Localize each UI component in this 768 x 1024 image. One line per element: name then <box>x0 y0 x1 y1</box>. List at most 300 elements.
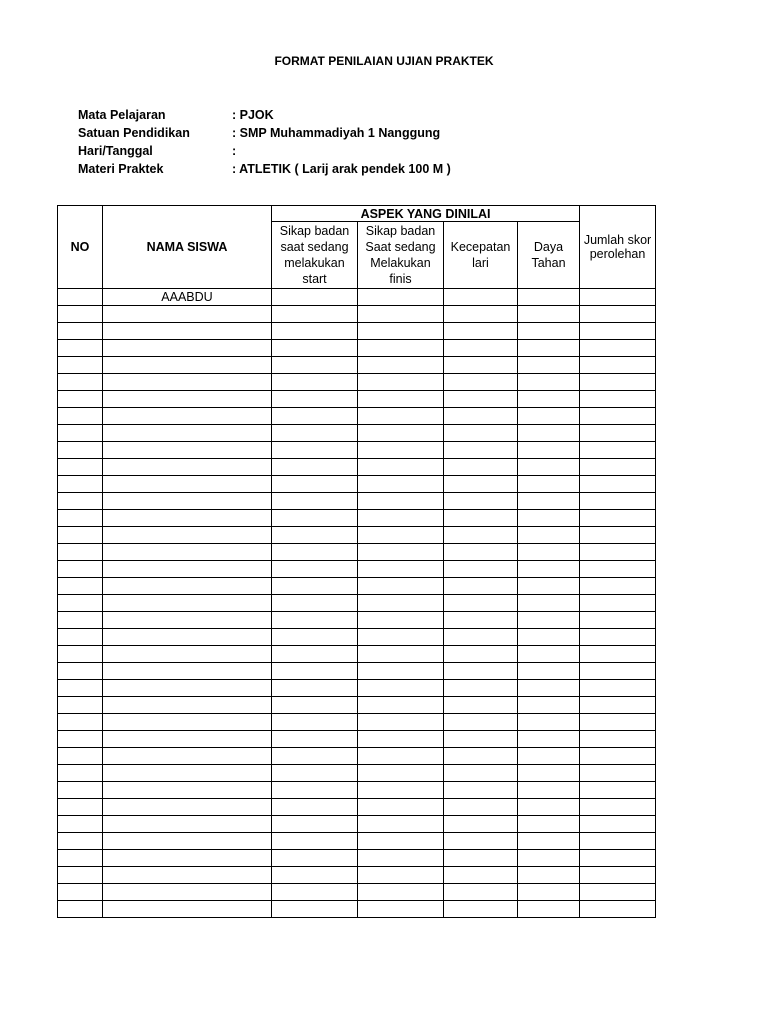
cell-total-score[interactable] <box>580 748 656 765</box>
cell-score-endurance[interactable] <box>518 306 580 323</box>
cell-score-endurance[interactable] <box>518 323 580 340</box>
cell-score-endurance[interactable] <box>518 391 580 408</box>
cell-score-finish[interactable] <box>358 765 444 782</box>
cell-score-speed[interactable] <box>444 323 518 340</box>
cell-score-speed[interactable] <box>444 306 518 323</box>
cell-score-finish[interactable] <box>358 578 444 595</box>
cell-name[interactable] <box>103 612 272 629</box>
cell-score-start[interactable] <box>272 901 358 918</box>
cell-score-start[interactable] <box>272 459 358 476</box>
cell-score-endurance[interactable] <box>518 612 580 629</box>
cell-total-score[interactable] <box>580 799 656 816</box>
cell-score-endurance[interactable] <box>518 850 580 867</box>
cell-score-speed[interactable] <box>444 663 518 680</box>
cell-name[interactable] <box>103 544 272 561</box>
cell-score-start[interactable] <box>272 544 358 561</box>
cell-score-endurance[interactable] <box>518 714 580 731</box>
cell-score-start[interactable] <box>272 476 358 493</box>
cell-score-speed[interactable] <box>444 799 518 816</box>
cell-no[interactable] <box>58 782 103 799</box>
cell-name[interactable]: AAABDU <box>103 289 272 306</box>
table-row <box>58 510 656 527</box>
cell-score-endurance[interactable] <box>518 765 580 782</box>
header-no: NO <box>58 206 103 289</box>
cell-score-endurance[interactable] <box>518 408 580 425</box>
info-value: : <box>232 144 237 158</box>
cell-score-start[interactable] <box>272 782 358 799</box>
cell-name[interactable] <box>103 714 272 731</box>
cell-score-finish[interactable] <box>358 833 444 850</box>
cell-score-start[interactable] <box>272 612 358 629</box>
cell-score-finish[interactable] <box>358 731 444 748</box>
table-row <box>58 833 656 850</box>
cell-score-finish[interactable] <box>358 901 444 918</box>
cell-no[interactable] <box>58 289 103 306</box>
cell-name[interactable] <box>103 527 272 544</box>
cell-no[interactable] <box>58 374 103 391</box>
cell-total-score[interactable] <box>580 901 656 918</box>
cell-score-start[interactable] <box>272 493 358 510</box>
cell-score-speed[interactable] <box>444 612 518 629</box>
cell-total-score[interactable] <box>580 306 656 323</box>
cell-score-speed[interactable] <box>444 646 518 663</box>
table-row <box>58 459 656 476</box>
cell-score-speed[interactable] <box>444 391 518 408</box>
cell-score-start[interactable] <box>272 833 358 850</box>
cell-score-speed[interactable] <box>444 629 518 646</box>
cell-score-endurance[interactable] <box>518 680 580 697</box>
cell-no[interactable] <box>58 578 103 595</box>
cell-score-finish[interactable] <box>358 391 444 408</box>
cell-score-endurance[interactable] <box>518 578 580 595</box>
cell-score-start[interactable] <box>272 850 358 867</box>
cell-name[interactable] <box>103 850 272 867</box>
cell-score-finish[interactable] <box>358 799 444 816</box>
cell-name[interactable] <box>103 595 272 612</box>
cell-score-finish[interactable] <box>358 663 444 680</box>
cell-total-score[interactable] <box>580 527 656 544</box>
cell-score-endurance[interactable] <box>518 493 580 510</box>
cell-score-start[interactable] <box>272 425 358 442</box>
cell-score-endurance[interactable] <box>518 782 580 799</box>
cell-name[interactable] <box>103 697 272 714</box>
cell-total-score[interactable] <box>580 629 656 646</box>
cell-no[interactable] <box>58 357 103 374</box>
cell-total-score[interactable] <box>580 595 656 612</box>
cell-score-speed[interactable] <box>444 748 518 765</box>
cell-name[interactable] <box>103 867 272 884</box>
cell-score-start[interactable] <box>272 765 358 782</box>
cell-total-score[interactable] <box>580 884 656 901</box>
table-body <box>58 289 656 918</box>
cell-total-score[interactable] <box>580 561 656 578</box>
cell-no[interactable] <box>58 731 103 748</box>
cell-score-endurance[interactable] <box>518 901 580 918</box>
cell-no[interactable] <box>58 340 103 357</box>
table-row <box>58 782 656 799</box>
cell-no[interactable] <box>58 527 103 544</box>
cell-score-endurance[interactable] <box>518 425 580 442</box>
cell-score-start[interactable] <box>272 510 358 527</box>
cell-score-speed[interactable] <box>444 816 518 833</box>
cell-total-score[interactable] <box>580 714 656 731</box>
cell-score-endurance[interactable] <box>518 442 580 459</box>
cell-score-endurance[interactable] <box>518 816 580 833</box>
cell-score-speed[interactable] <box>444 374 518 391</box>
header-total-score: Jumlah skor perolehan <box>580 206 656 289</box>
cell-score-speed[interactable] <box>444 493 518 510</box>
info-label: Hari/Tanggal <box>78 144 153 158</box>
info-label: Mata Pelajaran <box>78 108 166 122</box>
cell-total-score[interactable] <box>580 442 656 459</box>
table-row <box>58 612 656 629</box>
cell-score-speed[interactable] <box>444 510 518 527</box>
cell-score-endurance[interactable] <box>518 527 580 544</box>
cell-score-start[interactable] <box>272 884 358 901</box>
cell-score-endurance[interactable] <box>518 833 580 850</box>
cell-score-finish[interactable] <box>358 850 444 867</box>
cell-name[interactable] <box>103 748 272 765</box>
cell-total-score[interactable] <box>580 425 656 442</box>
cell-score-start[interactable] <box>272 697 358 714</box>
cell-score-speed[interactable] <box>444 527 518 544</box>
cell-score-endurance[interactable] <box>518 374 580 391</box>
cell-score-endurance[interactable] <box>518 867 580 884</box>
cell-score-start[interactable] <box>272 323 358 340</box>
cell-name[interactable] <box>103 340 272 357</box>
cell-score-start[interactable] <box>272 357 358 374</box>
cell-name[interactable] <box>103 646 272 663</box>
cell-total-score[interactable] <box>580 459 656 476</box>
cell-name[interactable] <box>103 425 272 442</box>
cell-total-score[interactable] <box>580 697 656 714</box>
cell-no[interactable] <box>58 544 103 561</box>
cell-total-score[interactable] <box>580 340 656 357</box>
cell-total-score[interactable] <box>580 289 656 306</box>
cell-no[interactable] <box>58 884 103 901</box>
cell-score-start[interactable] <box>272 714 358 731</box>
cell-name[interactable] <box>103 816 272 833</box>
cell-no[interactable] <box>58 323 103 340</box>
cell-score-speed[interactable] <box>444 850 518 867</box>
cell-score-speed[interactable] <box>444 408 518 425</box>
cell-score-start[interactable] <box>272 748 358 765</box>
cell-no[interactable] <box>58 816 103 833</box>
cell-score-finish[interactable] <box>358 544 444 561</box>
cell-name[interactable] <box>103 680 272 697</box>
table-row <box>58 374 656 391</box>
table-row <box>58 731 656 748</box>
cell-score-finish[interactable] <box>358 357 444 374</box>
cell-name[interactable] <box>103 561 272 578</box>
table-row <box>58 544 656 561</box>
cell-name[interactable] <box>103 459 272 476</box>
cell-score-finish[interactable] <box>358 782 444 799</box>
cell-score-start[interactable] <box>272 289 358 306</box>
cell-score-finish[interactable] <box>358 442 444 459</box>
cell-no[interactable] <box>58 697 103 714</box>
cell-score-endurance[interactable] <box>518 663 580 680</box>
table-row <box>58 476 656 493</box>
cell-score-speed[interactable] <box>444 578 518 595</box>
table-row <box>58 867 656 884</box>
cell-score-speed[interactable] <box>444 561 518 578</box>
table-row <box>58 425 656 442</box>
cell-score-start[interactable] <box>272 374 358 391</box>
table-row <box>58 901 656 918</box>
cell-score-start[interactable] <box>272 408 358 425</box>
cell-no[interactable] <box>58 595 103 612</box>
cell-name[interactable] <box>103 663 272 680</box>
cell-score-finish[interactable] <box>358 561 444 578</box>
cell-score-finish[interactable] <box>358 680 444 697</box>
cell-no[interactable] <box>58 867 103 884</box>
cell-score-finish[interactable] <box>358 340 444 357</box>
cell-no[interactable] <box>58 493 103 510</box>
cell-score-start[interactable] <box>272 595 358 612</box>
cell-score-start[interactable] <box>272 306 358 323</box>
cell-no[interactable] <box>58 476 103 493</box>
info-label: Materi Praktek <box>78 162 164 176</box>
cell-score-endurance[interactable] <box>518 561 580 578</box>
cell-score-endurance[interactable] <box>518 731 580 748</box>
cell-score-start[interactable] <box>272 578 358 595</box>
cell-score-finish[interactable] <box>358 629 444 646</box>
cell-no[interactable] <box>58 561 103 578</box>
cell-total-score[interactable] <box>580 867 656 884</box>
cell-score-speed[interactable] <box>444 595 518 612</box>
cell-total-score[interactable] <box>580 782 656 799</box>
cell-score-start[interactable] <box>272 629 358 646</box>
cell-total-score[interactable] <box>580 544 656 561</box>
cell-score-speed[interactable] <box>444 340 518 357</box>
cell-score-speed[interactable] <box>444 680 518 697</box>
cell-score-finish[interactable] <box>358 289 444 306</box>
cell-score-endurance[interactable] <box>518 510 580 527</box>
cell-name[interactable] <box>103 510 272 527</box>
cell-name[interactable] <box>103 476 272 493</box>
cell-score-speed[interactable] <box>444 714 518 731</box>
cell-score-finish[interactable] <box>358 748 444 765</box>
cell-no[interactable] <box>58 799 103 816</box>
cell-score-finish[interactable] <box>358 646 444 663</box>
table-row <box>58 289 656 306</box>
cell-score-finish[interactable] <box>358 459 444 476</box>
header-aspects-group: ASPEK YANG DINILAI <box>272 206 580 222</box>
cell-score-speed[interactable] <box>444 476 518 493</box>
cell-score-endurance[interactable] <box>518 476 580 493</box>
cell-score-start[interactable] <box>272 867 358 884</box>
cell-score-finish[interactable] <box>358 612 444 629</box>
cell-score-start[interactable] <box>272 646 358 663</box>
cell-score-endurance[interactable] <box>518 340 580 357</box>
cell-no[interactable] <box>58 850 103 867</box>
cell-score-finish[interactable] <box>358 595 444 612</box>
cell-score-speed[interactable] <box>444 425 518 442</box>
cell-score-finish[interactable] <box>358 425 444 442</box>
cell-name[interactable] <box>103 833 272 850</box>
cell-score-speed[interactable] <box>444 544 518 561</box>
cell-score-speed[interactable] <box>444 357 518 374</box>
cell-score-finish[interactable] <box>358 697 444 714</box>
cell-score-endurance[interactable] <box>518 799 580 816</box>
cell-score-endurance[interactable] <box>518 459 580 476</box>
cell-total-score[interactable] <box>580 391 656 408</box>
cell-score-endurance[interactable] <box>518 884 580 901</box>
cell-no[interactable] <box>58 646 103 663</box>
cell-score-endurance[interactable] <box>518 544 580 561</box>
cell-no[interactable] <box>58 833 103 850</box>
cell-no[interactable] <box>58 510 103 527</box>
cell-score-finish[interactable] <box>358 476 444 493</box>
cell-total-score[interactable] <box>580 833 656 850</box>
cell-name[interactable] <box>103 357 272 374</box>
table-row <box>58 816 656 833</box>
cell-name[interactable] <box>103 629 272 646</box>
cell-no[interactable] <box>58 408 103 425</box>
cell-score-speed[interactable] <box>444 459 518 476</box>
cell-total-score[interactable] <box>580 578 656 595</box>
cell-total-score[interactable] <box>580 612 656 629</box>
cell-total-score[interactable] <box>580 357 656 374</box>
cell-score-finish[interactable] <box>358 714 444 731</box>
cell-name[interactable] <box>103 442 272 459</box>
cell-score-start[interactable] <box>272 442 358 459</box>
cell-score-finish[interactable] <box>358 816 444 833</box>
cell-score-speed[interactable] <box>444 765 518 782</box>
cell-score-finish[interactable] <box>358 323 444 340</box>
cell-score-finish[interactable] <box>358 867 444 884</box>
cell-score-endurance[interactable] <box>518 697 580 714</box>
cell-no[interactable] <box>58 459 103 476</box>
cell-score-speed[interactable] <box>444 731 518 748</box>
cell-score-speed[interactable] <box>444 901 518 918</box>
cell-name[interactable] <box>103 901 272 918</box>
cell-total-score[interactable] <box>580 850 656 867</box>
cell-name[interactable] <box>103 782 272 799</box>
cell-score-start[interactable] <box>272 663 358 680</box>
cell-score-start[interactable] <box>272 391 358 408</box>
info-block <box>78 106 451 178</box>
cell-total-score[interactable] <box>580 680 656 697</box>
cell-score-finish[interactable] <box>358 884 444 901</box>
assessment-table <box>57 205 656 918</box>
cell-score-speed[interactable] <box>444 884 518 901</box>
table-row <box>58 323 656 340</box>
cell-score-speed[interactable] <box>444 833 518 850</box>
cell-total-score[interactable] <box>580 646 656 663</box>
cell-score-start[interactable] <box>272 799 358 816</box>
cell-total-score[interactable] <box>580 374 656 391</box>
cell-score-endurance[interactable] <box>518 646 580 663</box>
table-row <box>58 527 656 544</box>
info-value: : ATLETIK ( Larij arak pendek 100 M ) <box>232 162 451 176</box>
table-row <box>58 357 656 374</box>
cell-score-finish[interactable] <box>358 408 444 425</box>
cell-no[interactable] <box>58 629 103 646</box>
cell-name[interactable] <box>103 374 272 391</box>
cell-score-endurance[interactable] <box>518 629 580 646</box>
cell-score-finish[interactable] <box>358 510 444 527</box>
cell-score-start[interactable] <box>272 816 358 833</box>
cell-name[interactable] <box>103 731 272 748</box>
table-row <box>58 391 656 408</box>
cell-total-score[interactable] <box>580 476 656 493</box>
cell-no[interactable] <box>58 425 103 442</box>
cell-total-score[interactable] <box>580 731 656 748</box>
cell-score-speed[interactable] <box>444 697 518 714</box>
cell-name[interactable] <box>103 391 272 408</box>
cell-no[interactable] <box>58 748 103 765</box>
info-row-school <box>78 124 451 142</box>
cell-no[interactable] <box>58 680 103 697</box>
table-row <box>58 306 656 323</box>
cell-score-start[interactable] <box>272 340 358 357</box>
header-name: NAMA SISWA <box>103 206 272 289</box>
table-row <box>58 765 656 782</box>
cell-no[interactable] <box>58 612 103 629</box>
table-row <box>58 680 656 697</box>
cell-score-speed[interactable] <box>444 782 518 799</box>
cell-score-finish[interactable] <box>358 374 444 391</box>
cell-total-score[interactable] <box>580 663 656 680</box>
cell-name[interactable] <box>103 765 272 782</box>
cell-total-score[interactable] <box>580 323 656 340</box>
cell-no[interactable] <box>58 663 103 680</box>
cell-name[interactable] <box>103 884 272 901</box>
table-row <box>58 646 656 663</box>
cell-no[interactable] <box>58 901 103 918</box>
cell-score-start[interactable] <box>272 527 358 544</box>
cell-score-finish[interactable] <box>358 493 444 510</box>
cell-score-endurance[interactable] <box>518 357 580 374</box>
cell-score-endurance[interactable] <box>518 289 580 306</box>
cell-no[interactable] <box>58 714 103 731</box>
cell-name[interactable] <box>103 306 272 323</box>
cell-no[interactable] <box>58 391 103 408</box>
info-row-subject <box>78 106 451 124</box>
cell-score-start[interactable] <box>272 561 358 578</box>
cell-name[interactable] <box>103 578 272 595</box>
cell-total-score[interactable] <box>580 510 656 527</box>
cell-total-score[interactable] <box>580 765 656 782</box>
cell-score-start[interactable] <box>272 731 358 748</box>
cell-score-speed[interactable] <box>444 442 518 459</box>
header-aspect-endurance: Daya Tahan <box>518 222 580 289</box>
cell-name[interactable] <box>103 323 272 340</box>
cell-name[interactable] <box>103 799 272 816</box>
cell-name[interactable] <box>103 493 272 510</box>
cell-total-score[interactable] <box>580 493 656 510</box>
cell-name[interactable] <box>103 408 272 425</box>
cell-no[interactable] <box>58 765 103 782</box>
cell-score-speed[interactable] <box>444 289 518 306</box>
cell-no[interactable] <box>58 306 103 323</box>
info-value: : PJOK <box>232 108 274 122</box>
cell-score-start[interactable] <box>272 680 358 697</box>
cell-score-finish[interactable] <box>358 306 444 323</box>
info-value: : SMP Muhammadiyah 1 Nanggung <box>232 126 441 140</box>
cell-total-score[interactable] <box>580 408 656 425</box>
cell-score-endurance[interactable] <box>518 748 580 765</box>
table-row <box>58 799 656 816</box>
table-row <box>58 595 656 612</box>
cell-score-endurance[interactable] <box>518 595 580 612</box>
cell-score-finish[interactable] <box>358 527 444 544</box>
cell-no[interactable] <box>58 442 103 459</box>
cell-score-speed[interactable] <box>444 867 518 884</box>
cell-total-score[interactable] <box>580 816 656 833</box>
